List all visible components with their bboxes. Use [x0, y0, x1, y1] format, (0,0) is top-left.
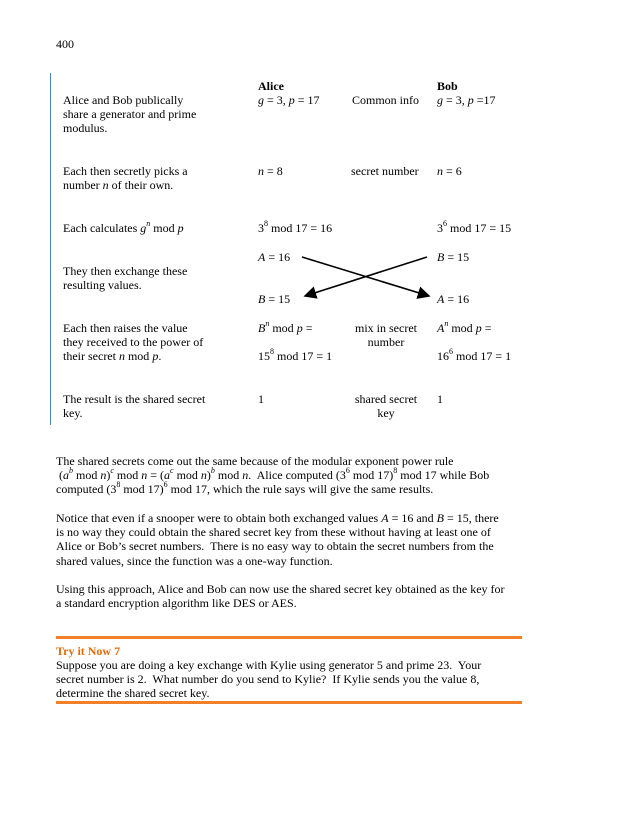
- paragraph-approach: Using this approach, Alice and Bob can now use the shared secret key obtained as the key for a standard encryption algorithm like DES or AES.: [56, 582, 505, 611]
- row5-bob-bottom: $16^6$ mod 17 = 1: [437, 347, 512, 363]
- row6-mid: shared secret key: [354, 392, 418, 420]
- row1-bob: g = 3, p =17: [437, 93, 496, 107]
- bob-header: Bob: [437, 79, 458, 93]
- alice-receives-b: B = 15: [258, 292, 291, 306]
- row3-desc: Each calculates $g^n$ mod p: [63, 219, 184, 235]
- row6-alice: 1: [258, 392, 264, 406]
- try-it-bottom-rule: [56, 701, 522, 704]
- row5-desc: Each then raises the value they received to the power of their secret n mod p.: [63, 321, 204, 363]
- row5-alice-bottom: $15^8$ mod 17 = 1: [258, 347, 333, 363]
- alice-sends-a: A = 16: [258, 250, 291, 264]
- row2-alice: n = 8: [258, 164, 283, 178]
- paragraph-power-rule: The shared secrets come out the same because of the modular exponent power rule ($a^b$ mod n)$^c$ mod $n = (a^c$ mod n)$^b$ mod n. Alice computed ($3^6$ mod 17)$^8$ mod 17 while Bob computed ($3^8$ mod 17)$^6$ mod 17, which the rule says will give the same results.: [56, 454, 490, 497]
- try-it-top-rule: [56, 636, 522, 639]
- row2-desc: Each then secretly picks a number n of their own.: [63, 164, 188, 192]
- try-it-title: Try it Now 7: [56, 644, 121, 658]
- bob-receives-a: A = 16: [437, 292, 470, 306]
- row5-bob-top: $A^n$ mod p =: [437, 319, 492, 335]
- paragraph-snooper: Notice that even if a snooper were to obtain both exchanged values A = 16 and B = 15, there is no way they could obtain the shared secret key from these without having at least one of Alice or Bob’s secret numbers. There is no easy way to obtain the secret numbers from the shared values, since the function was a one-way function.: [56, 511, 499, 568]
- alice-header: Alice: [258, 79, 284, 93]
- row2-bob: n = 6: [437, 164, 462, 178]
- row6-desc: The result is the shared secret key.: [63, 392, 206, 420]
- row5-mid: mix in secret number: [355, 321, 417, 349]
- bob-sends-b: B = 15: [437, 250, 470, 264]
- row1-alice: g = 3, p = 17: [258, 93, 320, 107]
- row1-mid: Common info: [352, 93, 420, 107]
- row1-desc: Alice and Bob publically share a generator and prime modulus.: [63, 93, 197, 135]
- row4-desc: They then exchange these resulting values.: [63, 264, 188, 292]
- row5-alice-top: $B^n$ mod p =: [258, 319, 313, 335]
- try-it-text: Suppose you are doing a key exchange with Kylie using generator 5 and prime 23. Your secret number is 2. What number do you send to Kylie? If Kylie sends you the value 8, determine the shared secret key.: [56, 658, 482, 701]
- row2-mid: secret number: [351, 164, 419, 178]
- row3-alice: $3^8$ mod 17 = 16: [258, 219, 333, 235]
- row6-bob: 1: [437, 392, 443, 406]
- page-number: 400: [56, 37, 74, 51]
- row3-bob: $3^6$ mod 17 = 15: [437, 219, 512, 235]
- try-it-box: [56, 636, 522, 702]
